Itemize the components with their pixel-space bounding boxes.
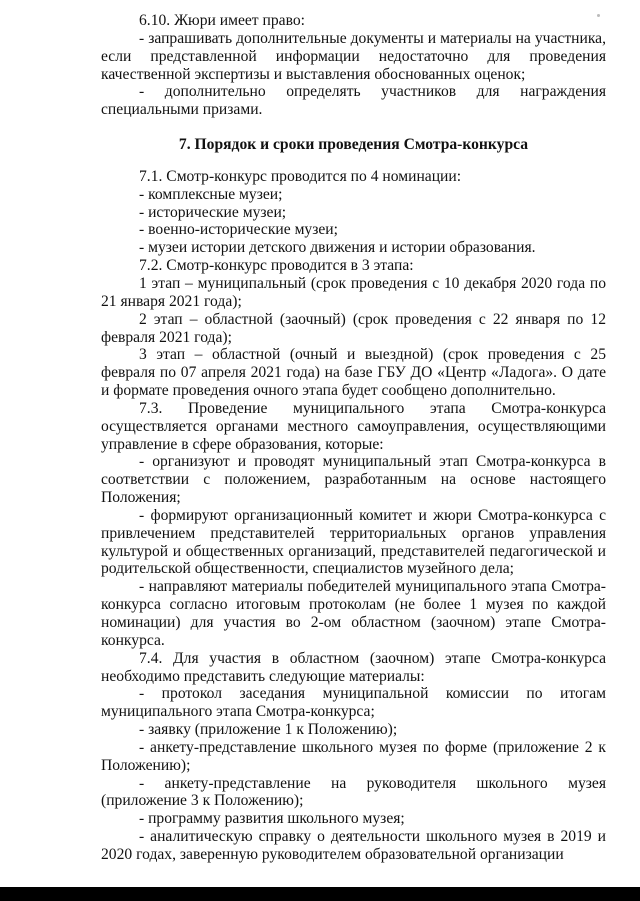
paragraph: - формируют организационный комитет и жюри Смотра-конкурса с привлечением представителей территориальных органов управления культурой и общественных организаций, представителей педагогической и родительской общественности, специалистов музейного дела; (101, 506, 606, 578)
paragraph: - запрашивать дополнительные документы и материалы на участника, если представленной информации недостаточно для проведения качественной экспертизы и выставления обоснованных оценок; (101, 29, 606, 83)
paragraph: 1 этап – муниципальный (срок проведения с 10 декабря 2020 года по 21 января 2021 года); (101, 274, 606, 310)
paragraph: - анкету-представление на руководителя школьного музея (приложение 3 к Положению); (101, 774, 606, 810)
paragraph: 2 этап – областной (заочный) (срок проведения с 22 января по 12 февраля 2021 года); (101, 310, 606, 346)
paragraph: 7.2. Смотр-конкурс проводится в 3 этапа: (139, 257, 414, 275)
paragraph: - аналитическую справку о деятельности школьного музея в 2019 и 2020 годах, заверенную руководителем образовательной организации (101, 828, 606, 863)
paragraph: - анкету-представление школьного музея по форме (приложение 2 к Положению); (101, 738, 606, 774)
document-body (101, 12, 606, 864)
paragraph: - программу развития школьного музея; (139, 810, 405, 828)
paragraph: - дополнительно определять участников для награждения специальными призами. (101, 83, 606, 119)
paragraph: - музеи истории детского движения и истории образования. (139, 239, 536, 257)
paragraph: - организуют и проводят муниципальный этап Смотра-конкурса в соответствии с положением, разработанным на основе настоящего Положения; (101, 453, 606, 507)
paragraph: 7.1. Смотр-конкурс проводится по 4 номинации: (139, 167, 462, 185)
paragraph: 7.4. Для участия в областном (заочном) этапе Смотра-конкурса необходимо представить следующие материалы: (101, 649, 606, 685)
paragraph: - исторические музеи; (139, 203, 287, 221)
paragraph: - направляют материалы победителей муниципального этапа Смотра-конкурса согласно итоговым протоколам (не более 1 музея по каждой номинации) для участия во 2-ом областном (заочном) этапе Смотра-конкурса. (101, 578, 606, 649)
paragraph: - протокол заседания муниципальной комиссии по итогам муниципального этапа Смотра-конкурса; (101, 685, 606, 721)
paragraph: 3 этап – областной (очный и выездной) (срок проведения с 25 февраля по 07 апреля 2021 года) на базе ГБУ ДО «Центр «Ладога». О дате и формате проведения очного этапа будет сообщено дополнительно. (101, 346, 606, 400)
paragraph: 6.10. Жюри имеет право: (139, 12, 305, 29)
paragraph: - военно-исторические музеи; (139, 221, 338, 239)
paragraph: 7.3. Проведение муниципального этапа Смотра-конкурса осуществляется органами местного самоуправления, осуществляющими управление в сфере образования, которые: (101, 399, 606, 453)
section-heading: 7. Порядок и сроки проведения Смотра-конкурса (178, 136, 529, 154)
paragraph: - комплексные музеи; (139, 185, 283, 203)
paragraph: - заявку (приложение 1 к Положению); (139, 721, 398, 739)
scan-bottom-edge (0, 887, 640, 901)
